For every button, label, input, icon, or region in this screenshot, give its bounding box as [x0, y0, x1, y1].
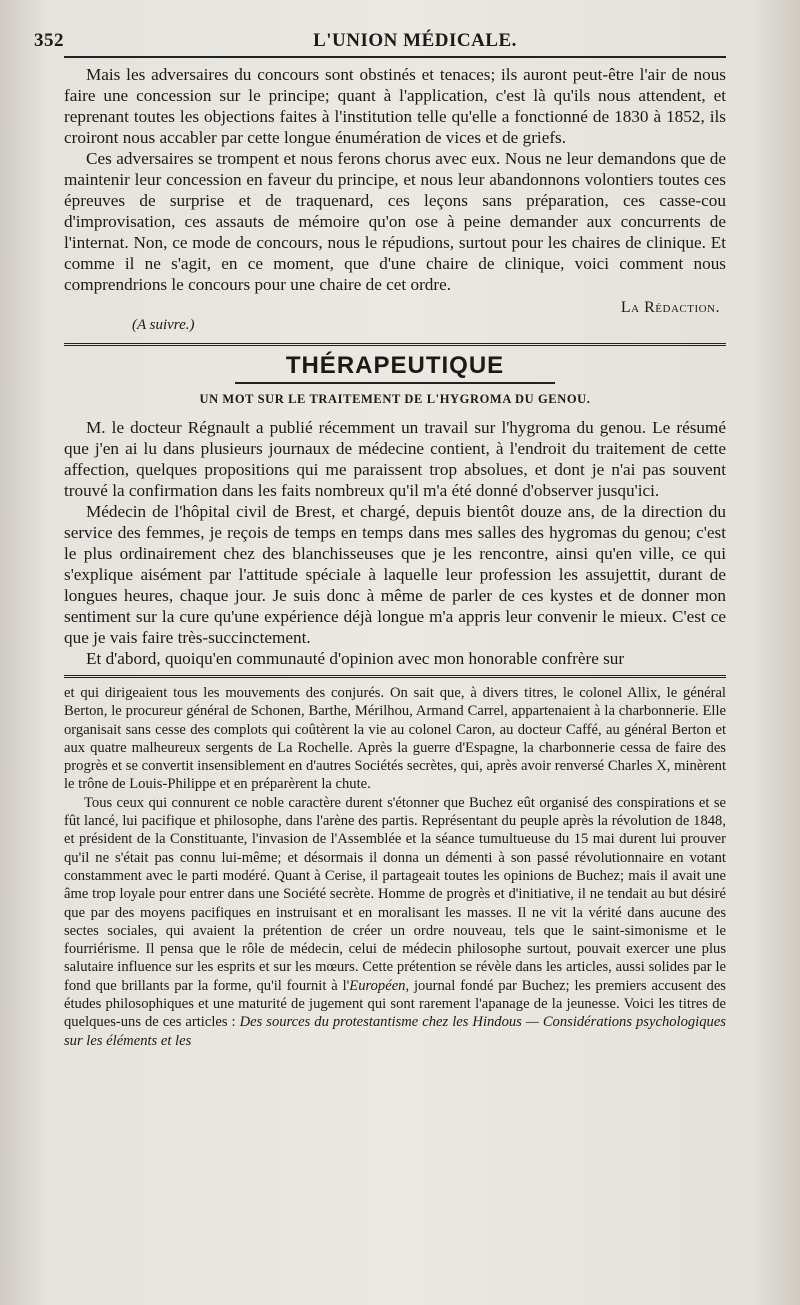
editorial-signature: La Rédaction. — [620, 299, 720, 316]
footnote-paragraph — [64, 794, 726, 1050]
footnote-block — [64, 684, 726, 1050]
article-subtitle: UN MOT SUR LE TRAITEMENT DE L'HYGROMA DU GENOU. — [199, 392, 591, 406]
running-header — [34, 22, 726, 56]
journal-name: Européen — [349, 977, 406, 994]
article-paragraph: M. le docteur Régnault a publié récemment un travail sur l'hygroma du genou. Le résumé que j'en ai lu dans plusieurs journaux de médecine contient, à l'endroit du traitement de cette affection, quelques propositions qui me paraissent trop absolues, et dont je n'ai pas souvent trouvé la confirmation dans les faits nombreux qu'il m'a été donné d'observer jusqu'ici. — [64, 418, 726, 500]
footnote-text: , journal fondé par Buchez; les premiers accusent des études philosophiques et une maturité de jugement qui sont rarement l'apanage de la jeunesse. Voici les titres de quelques-uns de ces articles : — [64, 977, 726, 1031]
to-be-continued-note: (A suivre.) — [132, 317, 195, 333]
header-rule — [64, 56, 726, 58]
section-divider — [64, 343, 726, 346]
article-paragraph: Et d'abord, quoiqu'en communauté d'opinion avec mon honorable confrère sur — [86, 649, 625, 668]
article-paragraph: Médecin de l'hôpital civil de Brest, et chargé, depuis bientôt douze ans, de la direction du service des femmes, je reçois de temps en temps dans mes salles des hygromas du genou; c'est le plus ordinairement chez des blanchisseuses que je les rencontre, ainsi qu'en ville, ce qui s'explique aisément par l'attitude spéciale à laquelle leur profession les assujettit, durant de longues heures, chaque jour. Je suis donc à même de parler de ces kystes et de donner mon sentiment sur la cure qu'une expérience déjà longue m'a appris leur convenir le mieux. C'est ce que je vais faire très-succinctement. — [64, 502, 726, 647]
title-underline — [235, 382, 555, 384]
journal-title: L'UNION MÉDICALE. — [313, 30, 517, 51]
editorial-paragraph: Mais les adversaires du concours sont obstinés et tenaces; ils auront peut-être l'air de nous faire une concession sur le principe; quant à l'application, c'est là qu'ils nous attendent, et reprenant toutes les objections faites à l'institution telle qu'elle a fonctionné de 1830 à 1852, ils croiront nous accabler par cette longue énumération de vices et de griefs. — [64, 65, 726, 147]
footnote-paragraph: et qui dirigeaient tous les mouvements des conjurés. On sait que, à divers titres, le colonel Allix, le général Berton, le procureur général de Schonen, Barthe, Mérilhou, Armand Carrel, appartenaient à la charbonnerie. Elle organisait sans cesse des complots qui coûtèrent la vie au colonel Caron, au docteur Caffé, au général Berton et aux quatre malheureux sergents de La Rochelle. Après la guerre d'Espagne, la charbonnerie cessa de faire des progrès et se convertit insensiblement en d'autres Sociétés secrètes, qui, après avoir renversé Charles X, minèrent le trône de Louis-Philippe et en préparèrent la chute. — [64, 685, 726, 793]
article-body — [64, 417, 726, 669]
editorial-paragraph: Ces adversaires se trompent et nous ferons chorus avec eux. Nous ne leur demandons que de maintenir leur concession en faveur du principe, et nous leur abandonnons volontiers toutes ces épreuves de surprise et de traquenard, ces leçons sans préparation, ces casse-cou d'improvisation, ces assauts de mémoire qu'on ose à peine demander aux concurrents de l'internat. Non, ce mode de concours, nous le répudions, surtout pour les chaires de clinique. Et comme il ne s'agit, en ce moment, que d'une chaire de clinique, voici comment nous comprendrions le concours pour une chaire de cet ordre. — [64, 149, 726, 294]
editorial-section — [64, 64, 726, 337]
signature-line — [64, 295, 726, 337]
footnote-divider — [64, 675, 726, 678]
article-titles: Des sources du protestantisme chez les Hindous — Considérations psychologiques sur les éléments et les — [64, 1014, 726, 1049]
section-title: THÉRAPEUTIQUE — [285, 352, 505, 379]
footnote-text: Tous ceux qui connurent ce noble caractère durent s'étonner que Buchez eût organisé des conspirations et se fût lancé, lui pacifique et philosophe, dans l'arène des partis. Représentant du peuple après la révolution de 1848, et président de la Constituante, l'invasion de l'Assemblée et la séance tumultueuse du 15 mai durent lui prouver qu'il ne s'était pas connu lui-même; et désormais il donna un démenti à son passé révolutionnaire en votant constamment avec le parti modéré. Quant à Cerise, il partageait toutes les opinions de Buchez; mais il avait une âme trop loyale pour entrer dans une Société secrète. Homme de progrès et d'initiative, il ne tendait au but désiré que par des moyens pacifiques en instruisant et en moralisant les masses. Il ne vit la vérité dans aucune des sectes sociales, qui avaient la prétention de créer un ordre nouveau, tels que le saint-simonisme et le fourriérisme. Il pensa que le rôle de médecin, celui de médecin philosophe surtout, pouvait exercer une plus salutaire influence sur les esprits et sur les mœurs. Cette prétention se révèle dans les articles, aussi solides par le fond que brillants par la forme, qu'il fournit à l' — [64, 794, 726, 994]
page-number: 352 — [34, 30, 64, 51]
